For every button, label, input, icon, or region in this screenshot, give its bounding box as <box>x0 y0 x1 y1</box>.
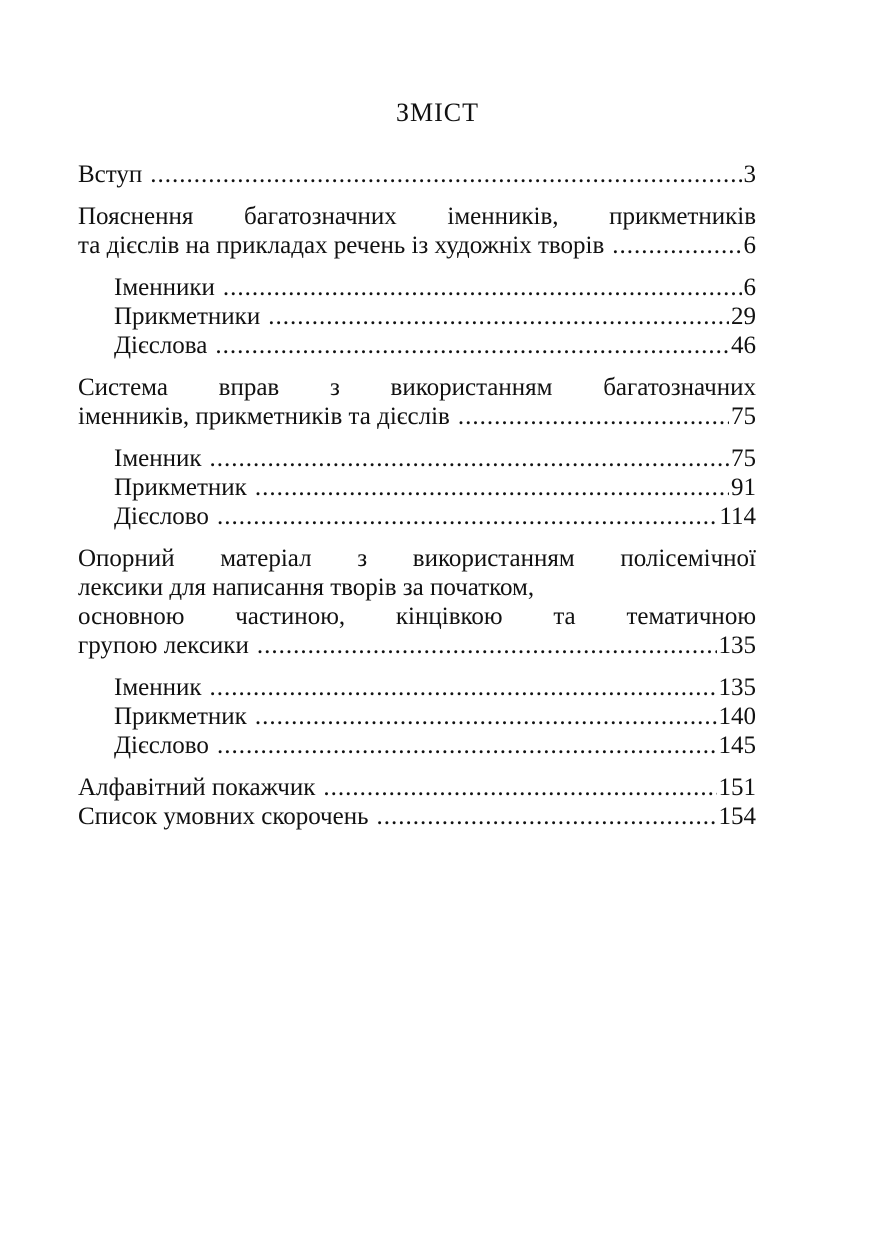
toc-entry-section-1[interactable] <box>78 202 756 260</box>
toc-entry-text-line: Система вправ з використанням багатозначних <box>78 374 756 401</box>
toc-entry-page: 75 <box>731 403 756 430</box>
dot-leader <box>257 631 717 660</box>
table-of-contents <box>78 160 756 831</box>
dot-leader <box>215 331 729 360</box>
toc-entry-label: Іменники <box>114 274 215 301</box>
toc-subentry-verb[interactable] <box>78 502 756 531</box>
toc-entry-text-line: Опорний матеріал з використанням полісемічної <box>78 545 756 572</box>
toc-entry-label: Дієслова <box>114 332 208 359</box>
toc-entry-page: 114 <box>719 503 756 530</box>
toc-entry-page: 6 <box>743 274 756 301</box>
toc-entry-label: Вступ <box>78 161 143 188</box>
toc-entry-text-line: лексики для написання творів за початком, <box>78 574 535 601</box>
dot-leader <box>210 444 729 473</box>
page-title: ЗМІСТ <box>395 98 480 127</box>
toc-entry-abbreviations[interactable] <box>78 802 756 831</box>
toc-entry-label: Список умовних скорочень <box>78 803 369 830</box>
dot-leader <box>223 273 742 302</box>
toc-subentry-adjective[interactable] <box>78 473 756 502</box>
toc-entry-page: 75 <box>731 445 756 472</box>
toc-entry-label: Прикметник <box>114 703 247 730</box>
toc-entry-section-3[interactable] <box>78 544 756 660</box>
toc-entry-page: 135 <box>718 674 756 701</box>
toc-subentry-verbs[interactable] <box>78 331 756 360</box>
toc-entry-intro[interactable] <box>78 160 756 189</box>
toc-subentry-noun[interactable] <box>78 444 756 473</box>
toc-entry-page: 3 <box>743 161 756 188</box>
toc-entry-page: 140 <box>718 703 756 730</box>
dot-leader <box>323 773 716 802</box>
toc-entry-label: Іменник <box>114 445 202 472</box>
toc-entry-label: та дієслів на прикладах речень із художніх творів <box>78 232 605 259</box>
toc-entry-label: групою лексики <box>78 632 249 659</box>
toc-entry-page: 46 <box>731 332 756 359</box>
toc-entry-page: 154 <box>718 803 756 830</box>
toc-subentry-nouns[interactable] <box>78 273 756 302</box>
dot-leader <box>268 302 729 331</box>
toc-subentry-adjective[interactable] <box>78 702 756 731</box>
toc-entry-label: іменників, прикметників та дієслів <box>78 403 450 430</box>
toc-entry-label: Дієслово <box>114 732 209 759</box>
toc-entry-text-line: основною частиною, кінцівкою та тематичною <box>78 603 756 630</box>
toc-entry-label: Дієслово <box>114 503 209 530</box>
dot-leader <box>210 673 717 702</box>
toc-entry-label: Алфавітний покажчик <box>78 774 316 801</box>
dot-leader <box>612 231 741 260</box>
dot-leader <box>458 402 729 431</box>
dot-leader <box>255 473 729 502</box>
toc-subentry-adjectives[interactable] <box>78 302 756 331</box>
toc-entry-page: 151 <box>718 774 756 801</box>
toc-entry-page: 29 <box>731 303 756 330</box>
toc-subentry-noun[interactable] <box>78 673 756 702</box>
toc-entry-page: 6 <box>743 232 756 259</box>
toc-entry-page: 145 <box>718 732 756 759</box>
toc-entry-page: 91 <box>731 474 756 501</box>
toc-entry-index[interactable] <box>78 773 756 802</box>
dot-leader <box>377 802 717 831</box>
toc-entry-label: Прикметник <box>114 474 247 501</box>
dot-leader <box>255 702 717 731</box>
toc-subentry-verb[interactable] <box>78 731 756 760</box>
dot-leader <box>217 502 717 531</box>
dot-leader <box>150 160 741 189</box>
toc-entry-page: 135 <box>718 632 756 659</box>
dot-leader <box>217 731 717 760</box>
toc-entry-text-line: Пояснення багатозначних іменників, прикметників <box>78 203 756 230</box>
toc-entry-label: Іменник <box>114 674 202 701</box>
toc-entry-label: Прикметники <box>114 303 261 330</box>
toc-entry-section-2[interactable] <box>78 373 756 431</box>
